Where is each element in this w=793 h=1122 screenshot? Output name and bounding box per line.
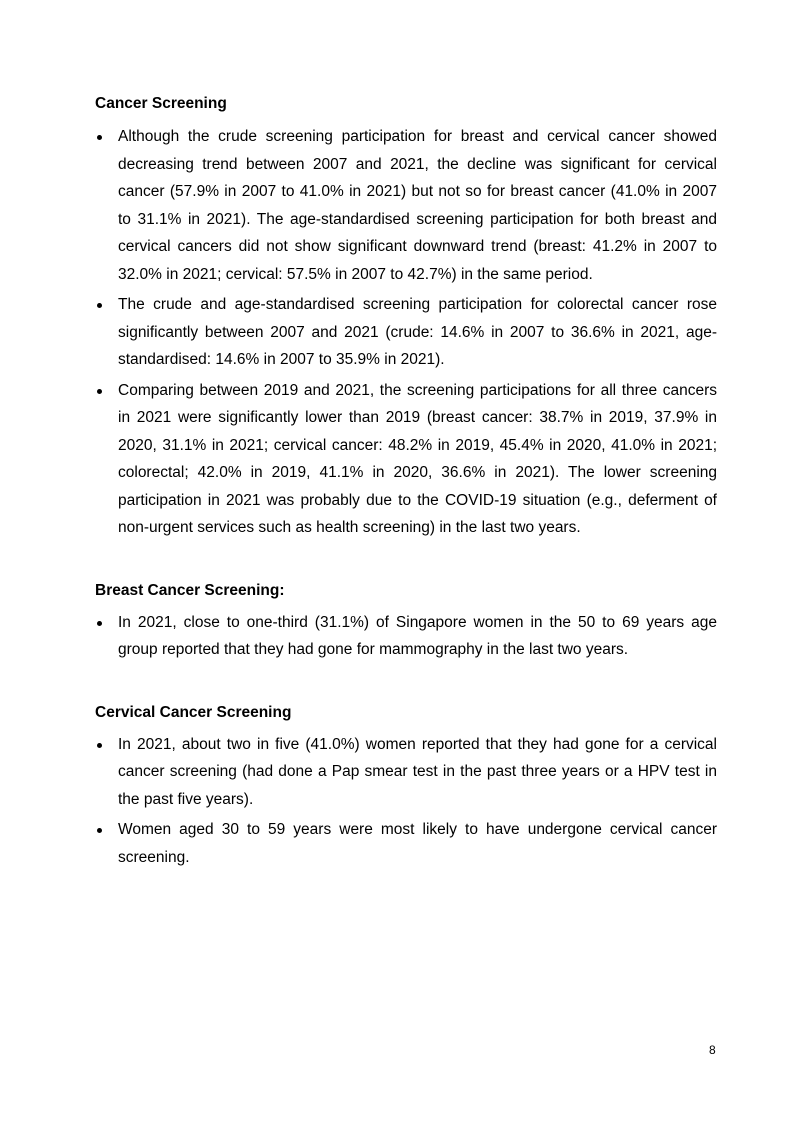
bullet-list-breast-cancer-screening xyxy=(95,609,717,664)
list-item xyxy=(95,816,717,871)
bullet-text: Although the crude screening participation for breast and cervical cancer showed decreasing trend between 2007 and 2021, the decline was significant for cervical cancer (57.9% in 2007 to 41.0% in 2021) but not so for breast cancer (41.0% in 2007 to 31.1% in 2021). The age-standardised screening participation for both breast and cervical cancers did not show significant downward trend (breast: 41.2% in 2007 to 32.0% in 2021; cervical: 57.5% in 2007 to 42.7%) in the same period. xyxy=(118,128,717,283)
bullet-icon xyxy=(97,621,102,626)
section-heading-breast-cancer-screening: Breast Cancer Screening: xyxy=(95,581,285,599)
bullet-icon xyxy=(97,743,102,748)
section-heading-cancer-screening: Cancer Screening xyxy=(95,95,227,112)
bullet-text: In 2021, close to one-third (31.1%) of Singapore women in the 50 to 69 years age group reported that they had gone for mammography in the last two years. xyxy=(118,613,717,658)
list-item xyxy=(95,291,717,374)
bullet-text: Comparing between 2019 and 2021, the screening participations for all three cancers in 2021 were significantly lower than 2019 (breast cancer: 38.7% in 2019, 37.9% in 2020, 31.1% in 2021; cervical cancer: 48.2% in 2019, 45.4% in 2020, 41.0% in 2021; colorectal; 42.0% in 2019, 41.1% in 2020, 36.6% in 2021). The lower screening participation in 2021 was probably due to the COVID-19 situation (e.g., deferment of non-urgent services such as health screening) in the last two years. xyxy=(118,381,717,536)
bullet-icon xyxy=(97,828,102,833)
bullet-list-cervical-cancer-screening xyxy=(95,731,717,872)
bullet-text: Women aged 30 to 59 years were most likely to have undergone cervical cancer screening. xyxy=(118,821,717,866)
bullet-icon xyxy=(97,389,102,394)
bullet-text: The crude and age-standardised screening participation for colorectal cancer rose significantly between 2007 and 2021 (crude: 14.6% in 2007 to 36.6% in 2021, age-standardised: 14.6% in 2007 to 35.9% in 2021). xyxy=(118,296,717,368)
document-page xyxy=(95,92,717,871)
section-heading-cervical-cancer-screening: Cervical Cancer Screening xyxy=(95,703,292,721)
list-item xyxy=(95,609,717,664)
list-item xyxy=(95,377,717,542)
bullet-text: In 2021, about two in five (41.0%) women reported that they had gone for a cervical cancer screening (had done a Pap smear test in the past three years or a HPV test in the past five years). xyxy=(118,735,717,808)
bullet-list-cancer-screening xyxy=(95,123,717,542)
bullet-icon xyxy=(97,135,102,140)
list-item xyxy=(95,731,717,814)
page-number: 8 xyxy=(709,1043,716,1057)
bullet-icon xyxy=(97,303,102,308)
list-item xyxy=(95,123,717,288)
